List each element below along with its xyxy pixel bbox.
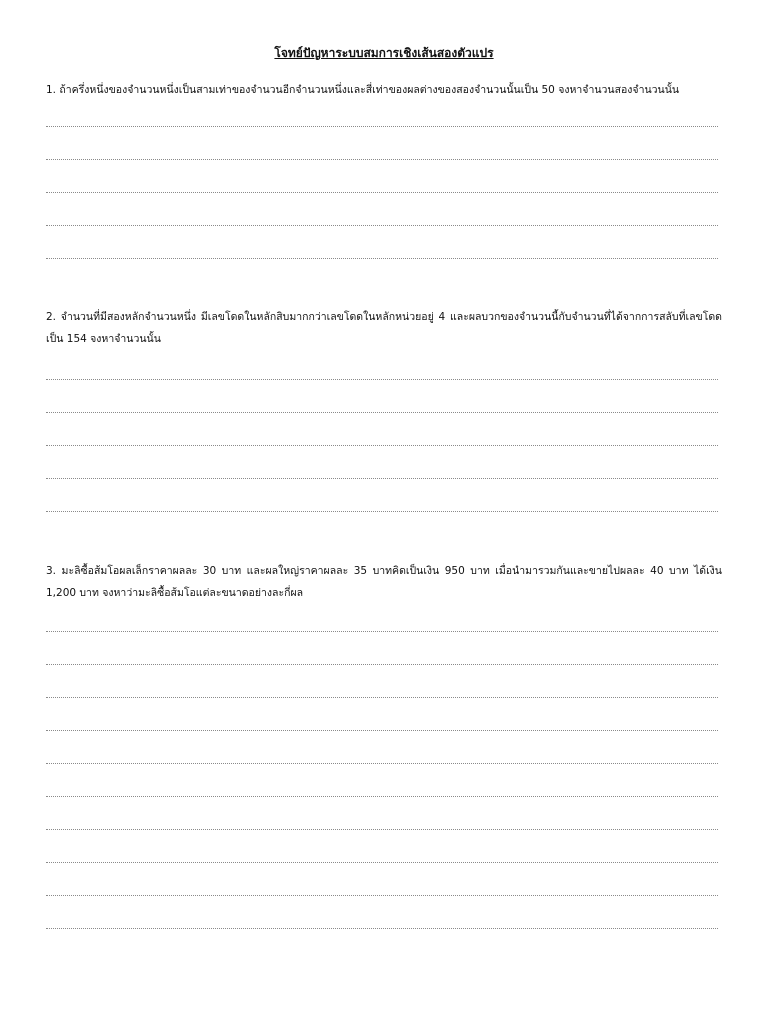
answer-line[interactable] <box>46 225 718 226</box>
answer-line[interactable] <box>46 796 718 797</box>
question-3-text: 3. มะลิซื้อส้มโอผลเล็กราคาผลละ 30 บาท และผลใหญ่ราคาผลละ 35 บาทคิดเป็นเงิน 950 บาท เมื่อนำมารวมกันและขายไปผลละ 40 บาท ได้เงิน 1,200 บาท จงหาว่ามะลิซื้อส้มโอแต่ละขนาดอย่างละกี่ผล <box>46 565 722 599</box>
answer-line[interactable] <box>46 126 718 127</box>
answer-line[interactable] <box>46 763 718 764</box>
answer-line[interactable] <box>46 730 718 731</box>
answer-line[interactable] <box>46 445 718 446</box>
answer-line[interactable] <box>46 412 718 413</box>
question-2-text: 2. จำนวนที่มีสองหลักจำนวนหนึ่ง มีเลขโดดในหลักสิบมากกว่าเลขโดดในหลักหน่วยอยู่ 4 และผลบวกของจำนวนนี้กับจำนวนที่ได้จากการสลับที่เลขโดดเป็น 154 จงหาจำนวนนั้น <box>46 311 722 345</box>
answer-line[interactable] <box>46 159 718 160</box>
answer-line[interactable] <box>46 895 718 896</box>
question-1-text: 1. ถ้าครึ่งหนึ่งของจำนวนหนึ่งเป็นสามเท่าของจำนวนอีกจำนวนหนึ่งและสี่เท่าของผลต่างของสองจำนวนนั้นเป็น 50 จงหาจำนวนสองจำนวนนั้น <box>46 84 680 96</box>
answer-line[interactable] <box>46 862 718 863</box>
answer-line[interactable] <box>46 697 718 698</box>
answer-line[interactable] <box>46 928 718 929</box>
worksheet-title: โจทย์ปัญหาระบบสมการเชิงเส้นสองตัวแปร <box>274 46 494 60</box>
answer-line[interactable] <box>46 258 718 259</box>
answer-line[interactable] <box>46 664 718 665</box>
answer-line[interactable] <box>46 192 718 193</box>
answer-line[interactable] <box>46 379 718 380</box>
answer-line[interactable] <box>46 511 718 512</box>
answer-line[interactable] <box>46 478 718 479</box>
answer-line[interactable] <box>46 631 718 632</box>
answer-line[interactable] <box>46 829 718 830</box>
